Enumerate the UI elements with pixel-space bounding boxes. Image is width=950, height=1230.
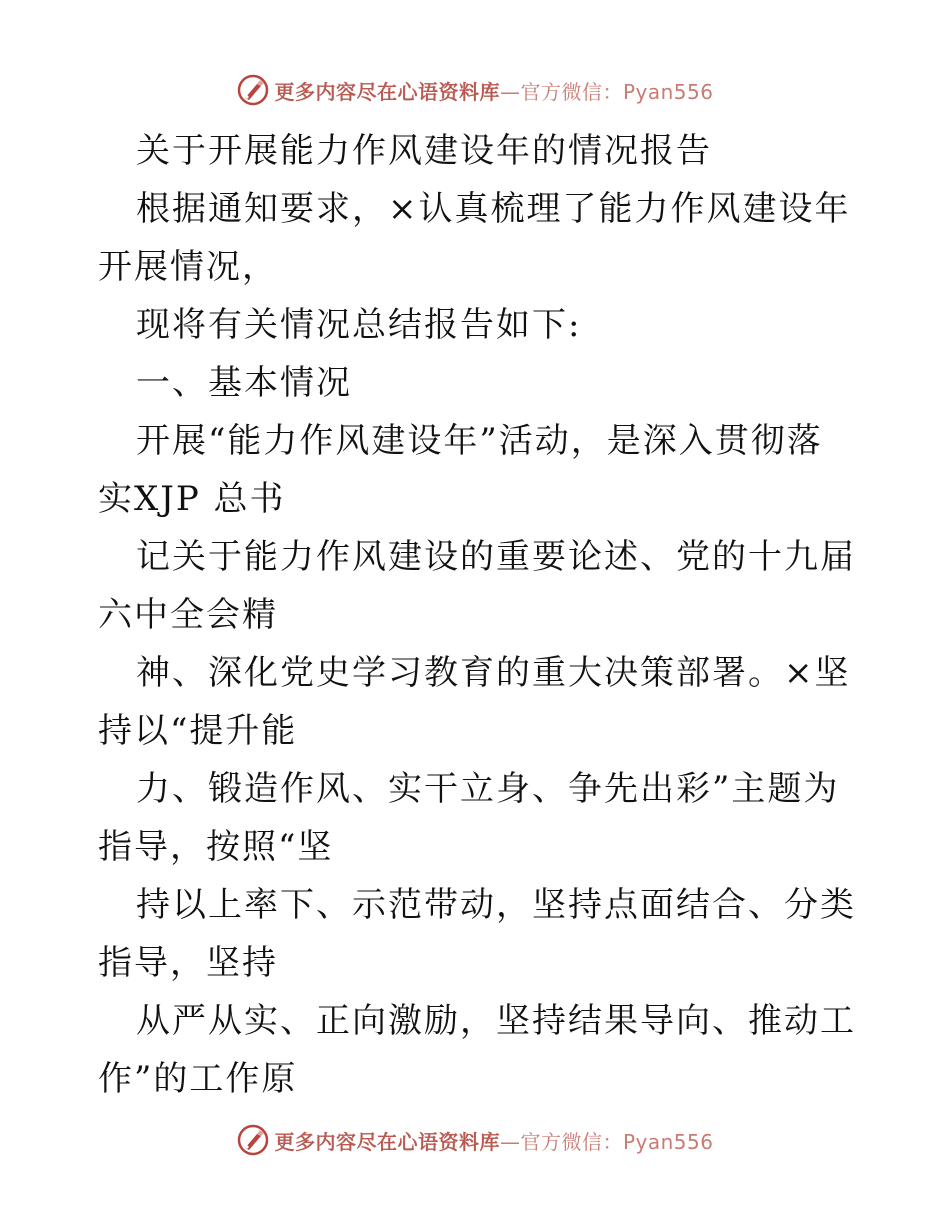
footer-banner-text xyxy=(274,1126,713,1155)
paragraph-3: 一、基本情况 xyxy=(136,363,352,403)
document-title: 关于开展能力作风建设年的情况报告 xyxy=(136,131,712,171)
paragraph-7: 力、锻造作风、实干立身、争先出彩”主题为指导，按照“坚 xyxy=(98,769,840,867)
footer-banner-right: —官方微信：Pyan556 xyxy=(499,1129,714,1154)
header-banner-text xyxy=(274,76,713,105)
paragraph-4: 开展“能力作风建设年”活动，是深入贯彻落实XJP 总书 xyxy=(98,421,823,519)
paragraph-5: 记关于能力作风建设的重要论述、党的十九届六中全会精 xyxy=(98,537,856,635)
paragraph-9: 从严从实、正向激励，坚持结果导向、推动工作”的工作原 xyxy=(98,1001,856,1099)
header-banner-left: 更多内容尽在心语资料库 xyxy=(274,79,500,104)
paragraph-8: 持以上率下、示范带动，坚持点面结合、分类指导，坚持 xyxy=(98,885,856,983)
pen-logo-icon xyxy=(236,73,270,107)
paragraph-1: 根据通知要求，×认真梳理了能力作风建设年开展情况， xyxy=(98,189,851,287)
footer-watermark-banner xyxy=(0,1120,950,1160)
footer-banner-left: 更多内容尽在心语资料库 xyxy=(274,1129,500,1154)
header-banner-right: —官方微信：Pyan556 xyxy=(499,79,714,104)
paragraph-2: 现将有关情况总结报告如下: xyxy=(136,305,582,345)
paragraph-6: 神、深化党史学习教育的重大决策部署。×坚持以“提升能 xyxy=(98,653,851,751)
document-body xyxy=(98,122,858,1108)
header-watermark-banner xyxy=(0,70,950,110)
pen-logo-icon xyxy=(236,1123,270,1157)
